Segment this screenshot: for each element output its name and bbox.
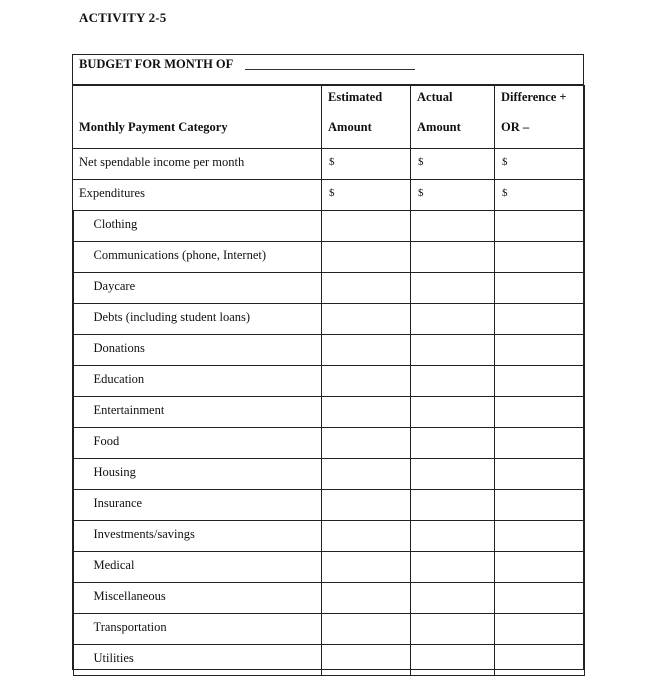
dollar-sign: $ bbox=[418, 187, 424, 199]
table-row bbox=[73, 242, 585, 273]
actual-cell[interactable] bbox=[411, 521, 495, 552]
indent-rule bbox=[73, 459, 74, 489]
table-row bbox=[73, 428, 585, 459]
expense-label-cell bbox=[73, 304, 322, 335]
expense-label-cell bbox=[73, 335, 322, 366]
budget-table bbox=[72, 85, 585, 676]
expense-label: Medical bbox=[93, 558, 135, 572]
difference-cell[interactable] bbox=[495, 335, 585, 366]
estimated-cell[interactable] bbox=[322, 645, 411, 676]
table-row bbox=[73, 304, 585, 335]
dollar-sign: $ bbox=[329, 187, 335, 199]
column-header-actual-bottom: Amount bbox=[417, 120, 461, 134]
column-header-estimated-top: Estimated bbox=[328, 90, 383, 104]
difference-cell[interactable] bbox=[495, 521, 585, 552]
estimated-cell[interactable] bbox=[322, 428, 411, 459]
budget-worksheet bbox=[72, 54, 584, 670]
indent-rule bbox=[73, 552, 74, 582]
table-row bbox=[73, 583, 585, 614]
actual-cell[interactable] bbox=[411, 459, 495, 490]
difference-cell[interactable] bbox=[495, 366, 585, 397]
table-row bbox=[73, 366, 585, 397]
column-header-estimated-bottom: Amount bbox=[328, 120, 372, 134]
indent-rule bbox=[73, 273, 74, 303]
actual-cell[interactable] bbox=[411, 335, 495, 366]
indent-rule bbox=[73, 304, 74, 334]
table-row bbox=[73, 149, 585, 180]
estimated-cell[interactable] bbox=[322, 366, 411, 397]
actual-cell[interactable] bbox=[411, 614, 495, 645]
difference-cell[interactable] bbox=[495, 273, 585, 304]
expense-label-cell bbox=[73, 428, 322, 459]
table-row bbox=[73, 645, 585, 676]
estimated-cell[interactable] bbox=[322, 397, 411, 428]
difference-cell[interactable] bbox=[495, 211, 585, 242]
difference-cell[interactable] bbox=[495, 242, 585, 273]
dollar-sign: $ bbox=[502, 187, 508, 199]
row-label-cell bbox=[73, 180, 322, 211]
indent-rule bbox=[73, 335, 74, 365]
column-header-difference-bottom: OR – bbox=[501, 120, 530, 134]
expense-label-cell bbox=[73, 614, 322, 645]
activity-title: ACTIVITY 2-5 bbox=[79, 10, 167, 25]
expense-label-cell bbox=[73, 242, 322, 273]
estimated-cell[interactable] bbox=[322, 521, 411, 552]
difference-cell[interactable] bbox=[495, 490, 585, 521]
budget-month-blank[interactable] bbox=[245, 69, 415, 70]
actual-cell[interactable] bbox=[411, 583, 495, 614]
indent-rule bbox=[73, 211, 74, 241]
actual-cell[interactable] bbox=[411, 273, 495, 304]
estimated-cell[interactable] bbox=[322, 149, 411, 180]
actual-cell[interactable] bbox=[411, 242, 495, 273]
estimated-cell[interactable] bbox=[322, 583, 411, 614]
expense-label: Donations bbox=[93, 341, 145, 355]
actual-cell[interactable] bbox=[411, 211, 495, 242]
difference-cell[interactable] bbox=[495, 583, 585, 614]
column-header-difference bbox=[495, 86, 585, 149]
actual-cell[interactable] bbox=[411, 366, 495, 397]
actual-cell[interactable] bbox=[411, 149, 495, 180]
table-row bbox=[73, 521, 585, 552]
column-header-actual bbox=[411, 86, 495, 149]
expense-label: Utilities bbox=[93, 651, 134, 665]
expense-label: Daycare bbox=[93, 279, 136, 293]
dollar-sign: $ bbox=[418, 156, 424, 168]
table-row bbox=[73, 273, 585, 304]
estimated-cell[interactable] bbox=[322, 273, 411, 304]
indent-rule bbox=[73, 397, 74, 427]
expense-label-cell bbox=[73, 459, 322, 490]
estimated-cell[interactable] bbox=[322, 459, 411, 490]
difference-cell[interactable] bbox=[495, 397, 585, 428]
actual-cell[interactable] bbox=[411, 552, 495, 583]
row-label-cell bbox=[73, 149, 322, 180]
expense-label-cell bbox=[73, 366, 322, 397]
difference-cell[interactable] bbox=[495, 428, 585, 459]
expense-label: Clothing bbox=[93, 217, 138, 231]
difference-cell[interactable] bbox=[495, 645, 585, 676]
actual-cell[interactable] bbox=[411, 397, 495, 428]
estimated-cell[interactable] bbox=[322, 304, 411, 335]
row-label: Net spendable income per month bbox=[79, 155, 245, 169]
difference-cell[interactable] bbox=[495, 614, 585, 645]
actual-cell[interactable] bbox=[411, 490, 495, 521]
indent-rule bbox=[73, 428, 74, 458]
expense-label: Transportation bbox=[93, 620, 167, 634]
difference-cell[interactable] bbox=[495, 552, 585, 583]
indent-rule bbox=[73, 242, 74, 272]
table-row bbox=[73, 614, 585, 645]
expense-label-cell bbox=[73, 521, 322, 552]
dollar-sign: $ bbox=[502, 156, 508, 168]
difference-cell[interactable] bbox=[495, 180, 585, 211]
expense-label-cell bbox=[73, 273, 322, 304]
budget-month-label: BUDGET FOR MONTH OF bbox=[79, 57, 234, 71]
estimated-cell[interactable] bbox=[322, 242, 411, 273]
expense-label-cell bbox=[73, 490, 322, 521]
expense-label-cell bbox=[73, 552, 322, 583]
table-row bbox=[73, 552, 585, 583]
row-label: Expenditures bbox=[79, 186, 145, 200]
indent-rule bbox=[73, 583, 74, 613]
expense-label: Entertainment bbox=[93, 403, 165, 417]
column-header-difference-top: Difference + bbox=[501, 90, 567, 104]
table-row bbox=[73, 180, 585, 211]
expense-label: Insurance bbox=[93, 496, 143, 510]
indent-rule bbox=[73, 366, 74, 396]
actual-cell[interactable] bbox=[411, 645, 495, 676]
expense-label: Investments/savings bbox=[93, 527, 195, 541]
estimated-cell[interactable] bbox=[322, 614, 411, 645]
estimated-cell[interactable] bbox=[322, 180, 411, 211]
actual-cell[interactable] bbox=[411, 304, 495, 335]
column-header-category bbox=[73, 86, 322, 149]
column-header-actual-top: Actual bbox=[417, 90, 453, 104]
indent-rule bbox=[73, 490, 74, 520]
budget-month-header bbox=[73, 55, 583, 85]
estimated-cell[interactable] bbox=[322, 335, 411, 366]
estimated-cell[interactable] bbox=[322, 490, 411, 521]
dollar-sign: $ bbox=[329, 156, 335, 168]
expense-label-cell bbox=[73, 645, 322, 676]
expense-label: Housing bbox=[93, 465, 136, 479]
column-header-estimated bbox=[322, 86, 411, 149]
indent-rule bbox=[73, 521, 74, 551]
indent-rule bbox=[73, 645, 74, 675]
actual-cell[interactable] bbox=[411, 180, 495, 211]
column-header-row bbox=[73, 86, 585, 149]
table-row bbox=[73, 459, 585, 490]
difference-cell[interactable] bbox=[495, 149, 585, 180]
table-row bbox=[73, 335, 585, 366]
estimated-cell[interactable] bbox=[322, 211, 411, 242]
indent-rule bbox=[73, 614, 74, 644]
expense-label-cell bbox=[73, 397, 322, 428]
difference-cell[interactable] bbox=[495, 459, 585, 490]
table-row bbox=[73, 397, 585, 428]
difference-cell[interactable] bbox=[495, 304, 585, 335]
actual-cell[interactable] bbox=[411, 428, 495, 459]
column-header-category-label: Monthly Payment Category bbox=[79, 120, 228, 134]
expense-label: Food bbox=[93, 434, 120, 448]
table-row bbox=[73, 211, 585, 242]
expense-label-cell bbox=[73, 211, 322, 242]
expense-label: Debts (including student loans) bbox=[93, 310, 251, 324]
estimated-cell[interactable] bbox=[322, 552, 411, 583]
expense-label: Education bbox=[93, 372, 145, 386]
expense-label: Miscellaneous bbox=[93, 589, 166, 603]
table-row bbox=[73, 490, 585, 521]
expense-label-cell bbox=[73, 583, 322, 614]
expense-label: Communications (phone, Internet) bbox=[93, 248, 267, 262]
